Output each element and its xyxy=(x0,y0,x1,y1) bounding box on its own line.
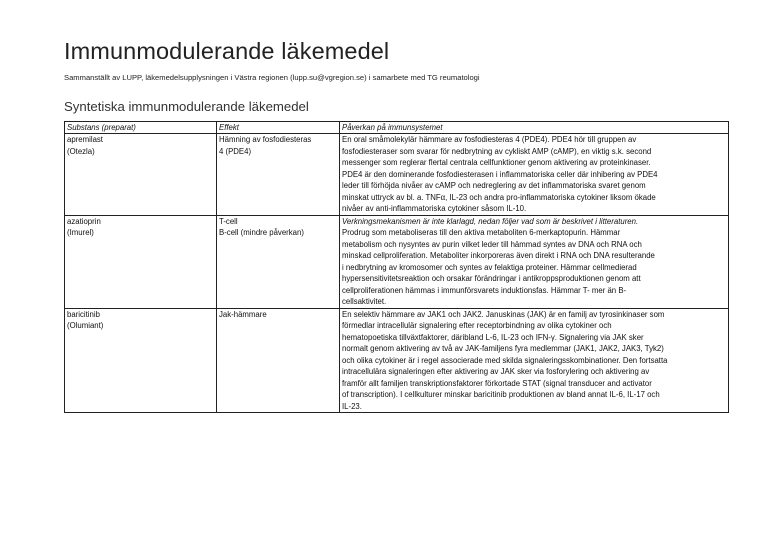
description-line: Prodrug som metaboliseras till den aktiva metaboliten 6-merkaptopurin. Hämmar xyxy=(342,228,621,237)
description-line: normalt genom aktivering av två av JAK-familjens fyra medlemmar (JAK1, JAK2, JAK3, Tyk2) xyxy=(342,344,664,353)
description-line: of transcription). I cellkulturer minskar baricitinib produktionen av bland annat IL-6, IL-17 och xyxy=(342,390,660,399)
description-line: metabolism och nysyntes av purin vilket leder till hämmad syntes av DNA och RNA och xyxy=(342,239,642,249)
mechanism-note: Verkningsmekanismen är inte klarlagd, nedan följer vad som är beskrivet i litteraturen. xyxy=(342,216,639,226)
brand-name: (Imurel) xyxy=(67,228,94,237)
description-line: En selektiv hämmare av JAK1 och JAK2. Januskinas (JAK) är en familj av tyrosinkinaser som xyxy=(342,309,665,319)
effect-cell xyxy=(217,134,340,216)
effect-line: T-cell xyxy=(219,216,238,226)
substance-cell xyxy=(65,215,217,308)
section-heading: Syntetiska immunmodulerande läkemedel xyxy=(64,99,309,114)
column-header-substance: Substans (preparat) xyxy=(65,122,217,134)
substance-cell xyxy=(65,134,217,216)
description-cell xyxy=(340,308,729,413)
substance-name: apremilast xyxy=(67,135,103,144)
description-line: En oral småmolekylär hämmare av fosfodiesteras 4 (PDE4). PDE4 hör till gruppen av xyxy=(342,135,637,144)
effect-line: Hämning av fosfodiesteras xyxy=(219,135,312,144)
description-line: cellproliferationen hämmas i immunförsvarets induktionsfas. Hämmar T- mer än B- xyxy=(342,285,627,295)
table-header-row xyxy=(65,122,729,134)
table-row xyxy=(65,308,729,413)
document-subtitle: Sammanställt av LUPP, läkemedelsupplysningen i Västra regionen (lupp.su@vgregion.se) i samarbete med TG reumatologi xyxy=(64,73,480,82)
substance-name: azatioprin xyxy=(67,216,101,226)
effect-line: B-cell (mindre påverkan) xyxy=(219,228,304,237)
document-title: Immunmodulerande läkemedel xyxy=(64,38,390,64)
description-line: hypersensitivitetsreaktion och orsakar förändringar i antikroppsproduktionen genom att xyxy=(342,274,641,283)
description-line: leder till förhöjda nivåer av cAMP och nedreglering av det inflammatoriska svaret genom xyxy=(342,181,646,190)
description-line: IL-23. xyxy=(342,401,362,411)
description-line: hematopoetiska tillväxtfaktorer, däribland L-6, IL-23 och IFN-γ. Signalering via JAK sker xyxy=(342,332,644,342)
description-cell xyxy=(340,215,729,308)
effect-cell xyxy=(217,215,340,308)
table-row xyxy=(65,134,729,216)
description-line: messenger som reglerar flertal centrala cellfunktioner genom aktivering av proteinkinaser. xyxy=(342,158,651,167)
substance-cell xyxy=(65,308,217,413)
effect-cell xyxy=(217,308,340,413)
description-line: intracellulära signaleringen efter aktivering av JAK sker via fosforylering och aktivering av xyxy=(342,367,650,376)
substance-name: baricitinib xyxy=(67,309,100,319)
description-line: nivåer av anti-inflammatoriska cytokiner såsom IL-10. xyxy=(342,204,527,213)
description-line: PDE4 är den dominerande fosfodiesterasen i inflammatoriska celler där inhibering av PDE4 xyxy=(342,169,658,179)
description-line: förmedlar intracellulär signalering efter receptorbindning av olika cytokiner och xyxy=(342,321,612,330)
table-row xyxy=(65,215,729,308)
effect-line: Jak-hämmare xyxy=(219,309,267,319)
description-line: framför allt familjen transkriptionsfaktorer förkortade STAT (signal transducer and activator xyxy=(342,378,652,388)
description-line: minskad cellproliferation. Metaboliter inkorporeras även direkt i RNA och DNA resulterande xyxy=(342,251,655,260)
drug-table xyxy=(64,121,729,413)
description-line: fosfodiesteraser som svarar för nedbrytning av cykliskt AMP (cAMP), en viktig s.k. second xyxy=(342,146,652,156)
description-line: minskat uttryck av bl. a. TNFα, IL-23 och andra pro-inflammatoriska cytokiner liksom ökade xyxy=(342,192,656,202)
description-line: och olika cytokiner är i regel associerade med skilda signaleringsskombinationer. Den fortsatta xyxy=(342,355,668,365)
column-header-immune-effect: Påverkan på immunsystemet xyxy=(340,122,729,134)
description-line: cellsaktivitet. xyxy=(342,297,387,306)
description-line: i nedbrytning av kromosomer och syntes av felaktiga proteiner. Hämmar cellmedierad xyxy=(342,262,637,272)
brand-name: (Otezla) xyxy=(67,146,95,156)
description-cell xyxy=(340,134,729,216)
brand-name: (Olumiant) xyxy=(67,321,104,330)
column-header-effect: Effekt xyxy=(217,122,340,134)
effect-line: 4 (PDE4) xyxy=(219,146,252,156)
